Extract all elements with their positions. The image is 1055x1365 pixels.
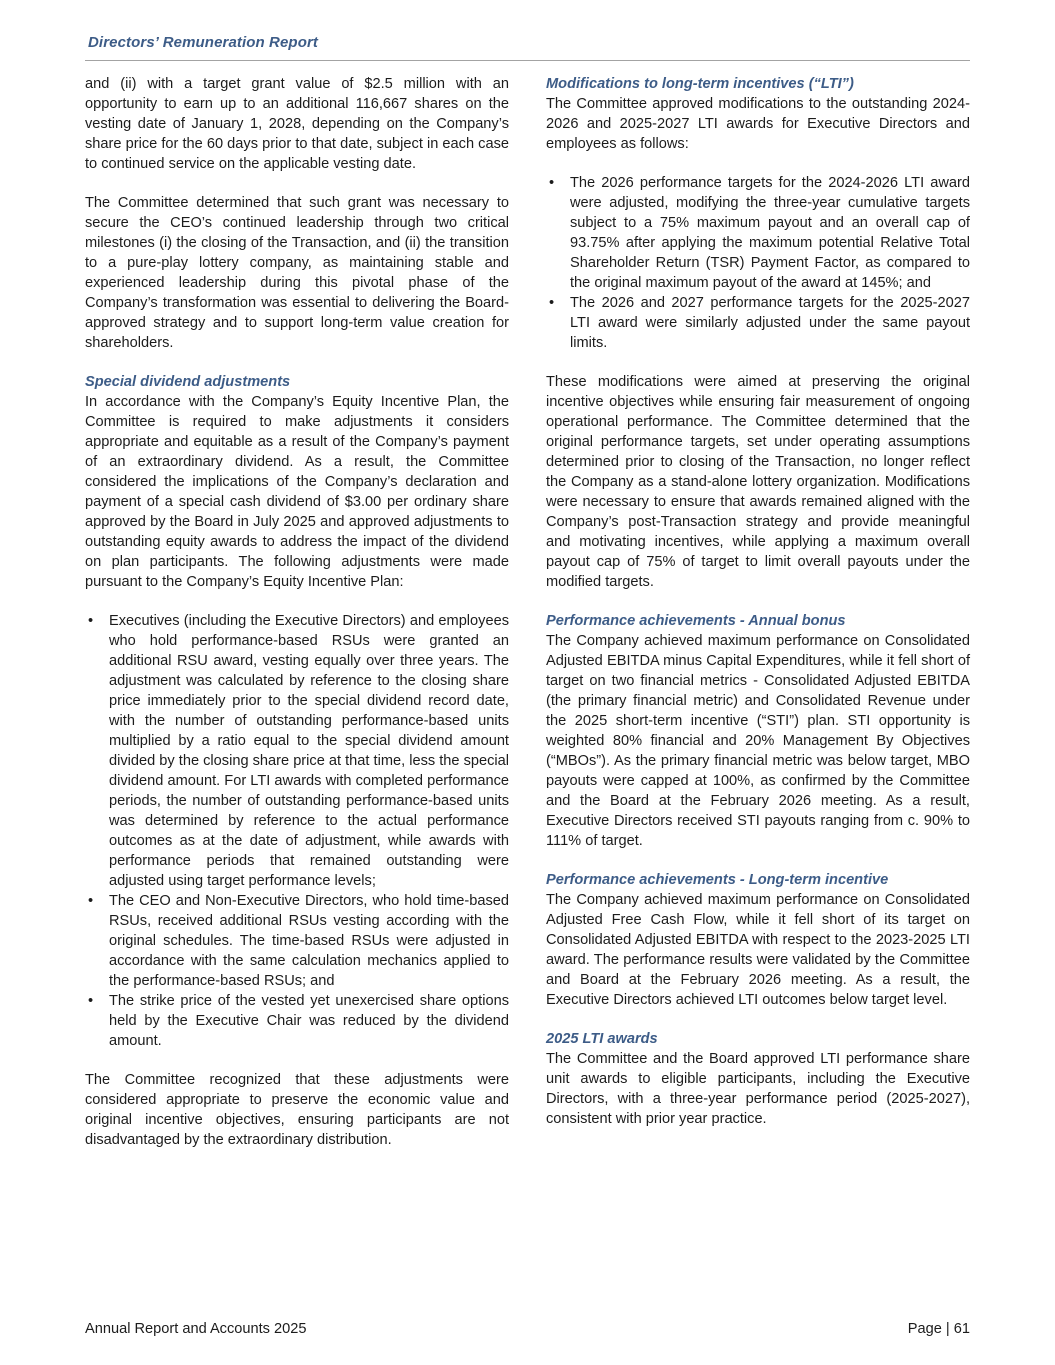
right-column <box>546 74 970 1169</box>
header-divider <box>85 60 970 61</box>
left-column <box>85 74 509 1169</box>
paragraph-modifications-rationale: These modifications were aimed at preserving the original incentive objectives while ensuring fair measurement of ongoing operational performance. The Committee determined that the original performance targets, set under operating assumptions determined prior to closing of the Transaction, no longer reflect the Company as a stand-alone lottery organization. Modifications were necessary to ensure that awards remained aligned with the Company’s post-Transaction strategy and provide meaningful and motivating incentives, while applying a maximum overall payout cap of 75% of target to limit overall payouts under the modified targets. <box>546 374 970 590</box>
section-heading-lti-modifications: Modifications to long-term incentives (“LTI”) <box>546 76 854 92</box>
page-header <box>85 34 970 61</box>
page-footer <box>85 1321 970 1337</box>
section-heading-long-term-incentive: Performance achievements - Long-term incentive <box>546 872 889 888</box>
paragraph-annual-bonus-performance: The Company achieved maximum performance on Consolidated Adjusted EBITDA minus Capital Expenditures, while it fell short of target on two financial metrics - Consolidated Adjusted EBITDA (the primary financial metric) and Consolidated Revenue under the 2025 short-term incentive (“STI”) plan. STI opportunity is weighted 80% financial and 20% Management By Objectives (“MBOs”). As the primary financial metric was below target, MBO payouts were capped at 100%, as confirmed by the Committee and the Board at the February 2026 meeting. As a result, Executive Directors received STI payouts ranging from c. 90% to 111% of target. <box>546 633 970 849</box>
paragraph-committee-determination: The Committee determined that such grant was necessary to secure the CEO’s continued leadership through two critical milestones (i) the closing of the Transaction, and (ii) the transition to a pure-play lottery company, as maintaining stable and experienced leadership during this pivotal phase of the Company’s transformation was essential to delivering the Board-approved strategy and to support long-term value creation for shareholders. <box>85 195 509 351</box>
list-item-performance-rsus: • Executives (including the Executive Directors) and employees who hold performance-based RSUs were granted an additional RSU award, vesting equally over three years. The adjustment was calculated by reference to the closing share price immediately prior to the special dividend record date, with the number of outstanding performance-based units multiplied by a ratio equal to the special dividend amount divided by the closing share price at that time, less the special dividend amount. For LTI awards with completed performance periods, the number of outstanding performance-based units was determined by reference to the actual performance outcomes as at the date of adjustment, while awards with performance periods that remained outstanding were adjusted using target performance levels; <box>85 611 509 891</box>
section-heading-annual-bonus: Performance achievements - Annual bonus <box>546 613 846 629</box>
list-item-2026-targets: • The 2026 performance targets for the 2024-2026 LTI award were adjusted, modifying the three-year cumulative targets subject to a 75% maximum payout and an overall cap of 93.75% after applying the maximum potential Relative Total Shareholder Return (TSR) Payment Factor, as compared to the original maximum payout of the award at 145%; and <box>546 173 970 293</box>
paragraph-grant-value: and (ii) with a target grant value of $2.5 million with an opportunity to earn up to an additional 116,667 shares on the vesting date of January 1, 2028, depending on the Company’s share price for the 60 days prior to that date, subject in each case to continued service on the applicable vesting date. <box>85 76 509 172</box>
footer-report-name: Annual Report and Accounts 2025 <box>85 1321 307 1337</box>
bullet-list-dividend-adjustments <box>85 611 509 1051</box>
bullet-list-lti-modifications <box>546 173 970 353</box>
list-item-strike-price: • The strike price of the vested yet unexercised share options held by the Executive Chair was reduced by the dividend amount. <box>85 991 509 1051</box>
paragraph-lti-performance: The Company achieved maximum performance on Consolidated Adjusted Free Cash Flow, while it fell short of its target on Consolidated Adjusted EBITDA with respect to the 2023-2025 LTI award. The performance results were validated by the Committee and Board at the February 2026 meeting. As a result, the Executive Directors achieved LTI outcomes below target level. <box>546 892 970 1008</box>
section-heading-2025-lti-awards: 2025 LTI awards <box>546 1031 658 1047</box>
two-column-body <box>85 74 970 1169</box>
paragraph-committee-recognition: The Committee recognized that these adjustments were considered appropriate to preserve the economic value and original incentive objectives, ensuring participants are not disadvantaged by the extraordinary distribution. <box>85 1072 509 1148</box>
paragraph-special-dividend-intro: In accordance with the Company’s Equity Incentive Plan, the Committee is required to make adjustments it considers appropriate and equitable as a result of the Company’s payment of an extraordinary dividend. As a result, the Committee considered the implications of the Company’s declaration and payment of a special cash dividend of $3.00 per ordinary share approved by the Board in July 2025 and approved adjustments to outstanding equity awards to address the impact of the dividend on plan participants. The following adjustments were made pursuant to the Company’s Equity Incentive Plan: <box>85 394 509 590</box>
list-item-time-based-rsus: • The CEO and Non-Executive Directors, who hold time-based RSUs, received additional RSUs vesting according with the original schedules. The time-based RSUs were adjusted in accordance with the same calculation mechanics applied to the performance-based RSUs; and <box>85 891 509 991</box>
section-heading-special-dividend: Special dividend adjustments <box>85 374 291 390</box>
footer-page-number: Page | 61 <box>907 1321 970 1337</box>
paragraph-lti-modifications-intro: The Committee approved modifications to the outstanding 2024-2026 and 2025-2027 LTI awards for Executive Directors and employees as follows: <box>546 96 970 152</box>
report-title: Directors’ Remuneration Report <box>88 34 318 51</box>
list-item-2026-2027-targets: • The 2026 and 2027 performance targets for the 2025-2027 LTI award were similarly adjusted under the same payout limits. <box>546 293 970 353</box>
paragraph-2025-lti-awards: The Committee and the Board approved LTI performance share unit awards to eligible participants, including the Executive Directors, with a three-year performance period (2025-2027), consistent with prior year practice. <box>546 1051 970 1127</box>
